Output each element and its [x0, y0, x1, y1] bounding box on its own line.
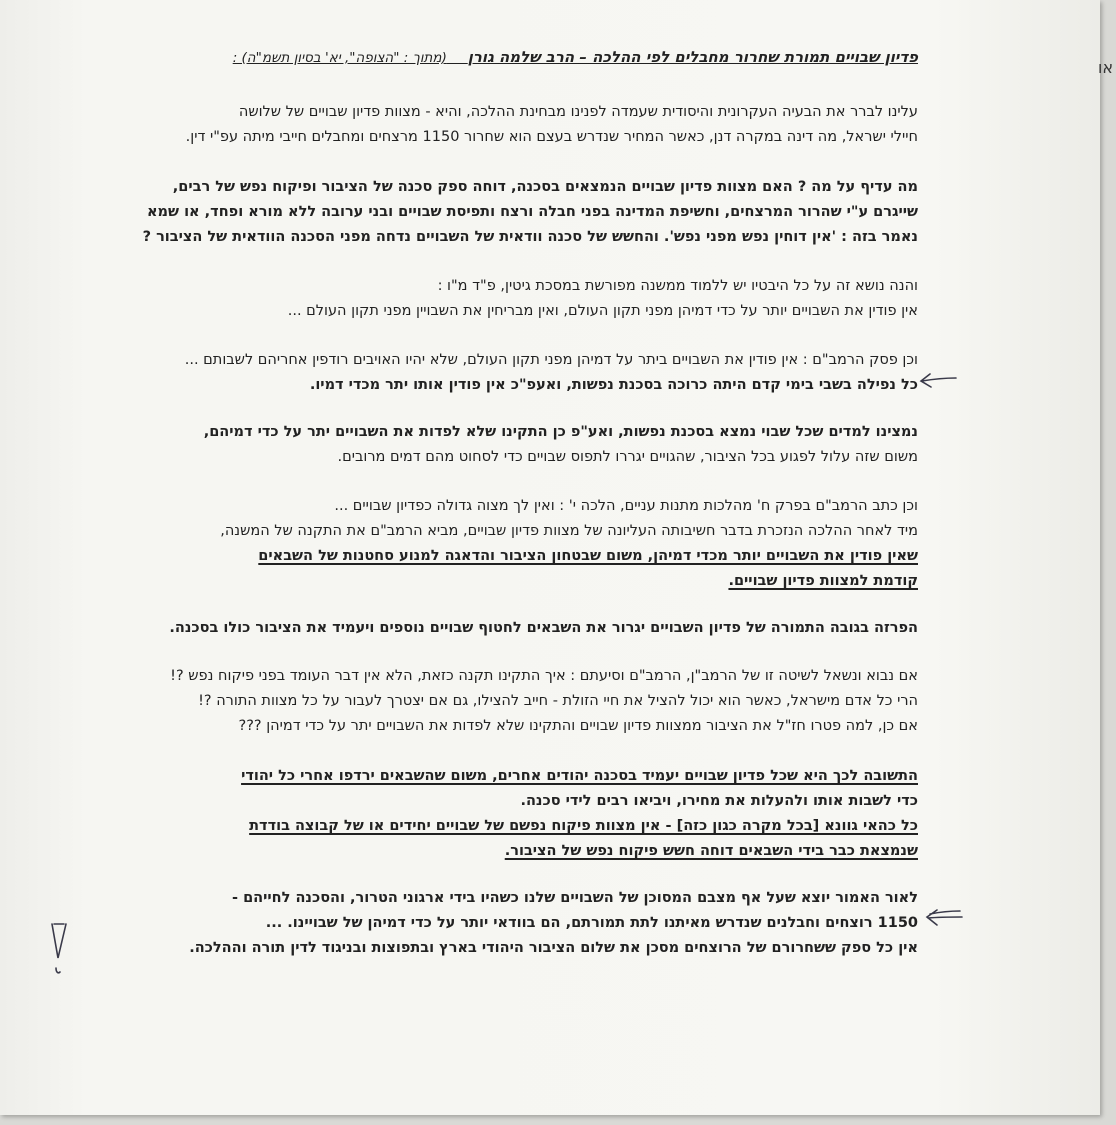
text-line: אם כן, למה פטרו חז"ל את הציבור ממצוות פדיון שבויים והתקינו שלא לפדות את השבויים יתר על כדי דמיהן ???	[238, 718, 918, 734]
text-line: מיד לאחר ההלכה הנזכרת בדבר חשיבותה העליונה של מצוות פדיון שבויים, מביא הרמב"ם את התקנה של המשנה,	[220, 523, 918, 539]
paragraph-2	[48, 175, 918, 250]
document-body	[48, 48, 918, 961]
text-line: אין כל ספק ששחרורם של הרוצחים מסכן את שלום הציבור היהודי בארץ ובתפוצות ובניגוד לדין תורה וההלכה.	[189, 940, 918, 956]
text-line: משום שזה עלול לפגוע בכל הציבור, שהגויים יגררו לתפוס שבויים כדי לסחוט מהם דמים מרובים.	[337, 449, 918, 465]
text-line: והנה נושא זה על כל היבטיו יש ללמוד ממשנה מפורשת במסכת גיטין, פ"ד מ"ו :	[437, 278, 918, 294]
text-line: כל נפילה בשבי בימי קדם היתה כרוכה בסכנת נפשות, ואעפ"כ אין פודין אותו יתר מכדי דמיו.	[309, 377, 918, 393]
text-line: עלינו לברר את הבעיה העקרונית והיסודית שעמדה לפנינו מבחינת ההלכה, והיא - מצוות פדיון שבויים של שלושה	[238, 104, 918, 120]
pen-arrow-icon	[918, 368, 958, 392]
paragraph-1	[48, 100, 918, 150]
paragraph-4	[48, 348, 918, 398]
text-line: התשובה לכך היא שכל פדיון שבויים יעמיד בסכנה יהודים אחרים, משום שהשבאים ירדפו אחרי כל יהודי	[241, 768, 918, 784]
paragraph-10	[48, 886, 918, 961]
text-line: הפרזה בגובה התמורה של פדיון השבויים יגרור את השבאים לחטוף שבויים נוספים ויעמיד את הציבור כולו בסכנה.	[169, 620, 918, 636]
text-line: כדי לשבות אותו ולהעלות את מחירו, ויביאו רבים לידי סכנה.	[520, 793, 918, 809]
text-line: נאמר בזה : 'אין דוחין נפש מפני נפש'. והחשש של סכנה וודאית של השבויים נדחה מפני הסכנה הוודאית של הציבור ?	[142, 229, 918, 245]
paragraph-6	[48, 494, 918, 594]
margin-handwritten-note: או	[1098, 58, 1114, 77]
text-line: 1150 רוצחים וחבלנים שנדרש מאיתנו לתת תמורתם, הם בוודאי יותר על כדי דמיהן של שבויינו. ...	[265, 915, 918, 931]
text-line: לאור האמור יוצא שעל אף מצבם המסוכן של השבויים שלנו כשהיו בידי ארגוני הטרור, והסכנה לחייהם -	[232, 890, 918, 906]
paragraph-7	[48, 616, 918, 641]
text-line: אם נבוא ונשאל לשיטה זו של הרמב"ן, הרמב"ם וסיעתם : איך התקינו תקנה כזאת, הלא אין דבר העומד בפני פיקוח נפש ?!	[170, 668, 918, 684]
paragraph-3	[48, 274, 918, 324]
text-line: שנמצאת כבר בידי השבאים דוחה חשש פיקוח נפש של הציבור.	[504, 843, 918, 859]
text-line: אין פודין את השבויים יותר על כדי דמיהן מפני תקון העולם, ואין מבריחין את השבויין מפני תקון העולם ...	[287, 303, 918, 319]
text-line: כל כהאי גוונא [בכל מקרה כגון כזה] - אין מצוות פיקוח נפשם של שבויים יחידים או של קבוצה בודדת	[249, 818, 918, 834]
text-line: קודמת למצוות פדיון שבויים.	[728, 573, 918, 589]
text-line: נמצינו למדים שכל שבוי נמצא בסכנת נפשות, ואע"פ כן התקינו שלא לפדות את השבויים יתר על כדי דמיהם,	[203, 424, 918, 440]
text-line: הרי כל אדם מישראל, כאשר הוא יכול להציל את חיי הזולת - חייב להצילו, גם אם יצטרך לעבור על כל מצוות התורה ?!	[198, 693, 918, 709]
text-line: מה עדיף על מה ? האם מצוות פדיון שבויים הנמצאים בסכנה, דוחה ספק סכנה של הציבור ופיקוח נפש של רבים,	[172, 179, 918, 195]
pen-checkmark-icon	[48, 918, 72, 978]
title-main: פדיון שבויים תמורת שחרור מחבלים לפי ההלכה – הרב שלמה גורן	[467, 48, 918, 66]
page-title	[48, 48, 918, 68]
paragraph-9	[48, 764, 918, 864]
paragraph-5	[48, 420, 918, 470]
paragraph-8	[48, 664, 918, 739]
text-line: וכן פסק הרמב"ם : אין פודין את השבויים ביתר על דמיהן מפני תקון העולם, שלא יהיו האויבים רודפין אחריהם לשבותם ...	[184, 352, 918, 368]
text-line: וכן כתב הרמב"ם בפרק ח' מהלכות מתנות עניים, הלכה י' : ואין לך מצוה גדולה כפדיון שבויים ...	[334, 498, 918, 514]
pen-arrow-icon	[924, 905, 964, 931]
title-source: (מתוך : "הצופה", יא' בסיון תשמ"ה) :	[232, 50, 447, 66]
text-line: שאין פודין את השבויים יותר מכדי דמיהן, משום שבטחון הציבור והדאגה למנוע סחטנות של השבאים	[258, 548, 918, 564]
text-line: חיילי ישראל, מה דינה במקרה דנן, כאשר המחיר שנדרש בעצם הוא שחרור 1150 מרצחים ומחבלים חייבי מיתה עפ"י דין.	[185, 129, 918, 145]
text-line: שייגרם ע"י שהרור המרצחים, וחשיפת המדינה בפני חבלה ורצח ותפיסת שבויים ובני ערובה ללא מורא ופחד, או שמא	[146, 204, 918, 220]
